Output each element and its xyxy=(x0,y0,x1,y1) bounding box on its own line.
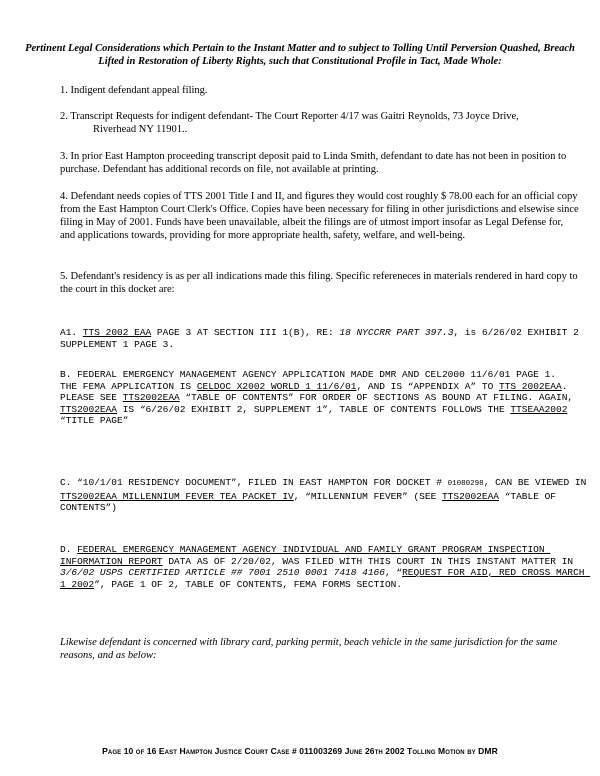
item-2-line-2: Riverhead NY 11901.. xyxy=(93,124,188,135)
item-4: 4. Defendant needs copies of TTS 2001 Title I and II, and figures they would cost roughly $ 78.00 each for an official copy from the East Hampton Court Clerk's Office. Copies have been necessary for filing in other jurisdictions and elsewise since filing in May of 2001. Funds have been unavailable, albeit the filings are of utmost import insofar as Legal Defense for, and applications towards, providing for more appropriate health, safety, welfare, and well-being. xyxy=(60,191,579,241)
a1-reference: TTS 2002 EAA xyxy=(82,327,152,338)
d-tail: ”, PAGE 1 OF 2, TABLE OF CONTENTS, FEMA FORMS SECTION. xyxy=(94,578,403,590)
c-text-2: , CAN BE VIEWED IN xyxy=(483,477,587,488)
a1-regulation: 18 NYCCRR PART 397.3 xyxy=(339,327,454,338)
page-footer: Page 10 of 16 East Hampton Justice Court Case # 011003269 June 26th 2002 Tolling Motion by DMR xyxy=(102,746,498,756)
b-tts-reference-3: TTS2002EAA xyxy=(60,403,118,415)
c-line-1 xyxy=(60,477,590,491)
c-line-2 xyxy=(60,491,590,514)
c-tts-reference: TTS2002EAA xyxy=(441,490,499,502)
item-2-line-1: 2. Transcript Requests for indigent defendant- The Court Reporter 4/17 was Gaitri Reynolds, 73 Joyce Drive, xyxy=(60,111,519,122)
b-line-3-mid-2: IS “6/26/02 EXHIBIT 2, SUPPLEMENT 1”, TABLE OF CONTENTS FOLLOWS THE xyxy=(117,403,511,415)
d-fema-report: FEDERAL EMERGENCY MANAGEMENT AGENCY INDIVIDUAL AND FAMILY GRANT PROGRAM INSPECTION INFORMATION REPORT xyxy=(60,544,551,567)
item-3: 3. In prior East Hampton proceeding transcript deposit paid to Linda Smith, defendant to date has not been in position to purchase. Defendant has additional records on file, not available at printing. xyxy=(60,151,567,175)
b-tts-reference: TTS 2002EAA xyxy=(499,380,562,392)
d-red-cross-request: REQUEST FOR AID, RED CROSS MARCH 1 2002 xyxy=(60,567,591,590)
a1-prefix: A1. xyxy=(60,327,83,338)
c-docket-number: 01080298 xyxy=(447,480,484,488)
c-text-4: “TABLE OF CONTENTS”) xyxy=(60,490,562,513)
item-5: 5. Defendant's residency is as per all indications made this filing. Specific refereneces in materials rendered in hard copy to the court in this docket are: xyxy=(60,271,578,295)
closing-paragraph: Likewise defendant is concerned with library card, parking permit, beach vehicle in the same jurisdiction for the same reasons, and as below: xyxy=(60,637,558,661)
page-heading: Pertinent Legal Considerations which Pertain to the Instant Matter and to subject to Tolling Until Perversion Quashed, Breach Lifted in Restoration of Liberty Rights, such that Constitutional Profile in Tact, Made Whole: xyxy=(25,43,575,67)
section-b xyxy=(60,369,590,427)
a1-tail: , is 6/26/02 EXHIBIT 2 SUPPLEMENT 1 PAGE 3. xyxy=(60,327,585,350)
c-text: C. “10/1/01 RESIDENCY DOCUMENT”, FILED IN EAST HAMPTON FOR DOCKET # xyxy=(60,477,448,488)
d-quote-open: , “ xyxy=(384,567,403,578)
b-tts-reference-2: TTS2002EAA xyxy=(122,392,180,403)
b-line-3-mid: “TABLE OF CONTENTS” FOR ORDER OF SECTIONS AS BOUND AT FILING. AGAIN, xyxy=(179,392,579,403)
item-2 xyxy=(60,110,580,136)
b-line-2-text: THE FEMA APPLICATION IS xyxy=(60,380,197,392)
section-a1 xyxy=(60,327,590,350)
section-d xyxy=(60,544,590,590)
b-celdoc-reference: CELDOC X2002 WORLD 1 11/6/01 xyxy=(196,380,357,392)
b-line-1: B. FEDERAL EMERGENCY MANAGEMENT AGENCY APPLICATION MADE DMR AND CEL2000 11/6/01 PAGE 1. xyxy=(60,369,556,380)
c-packet-reference: TTS2002EAA MILLENNIUM FEVER TEA PACKET IV xyxy=(60,490,294,502)
section-c xyxy=(60,477,590,514)
b-line-2 xyxy=(60,381,590,393)
item-1: 1. Indigent defendant appeal filing. xyxy=(60,85,208,96)
b-line-3-end: “TITLE PAGE” xyxy=(60,403,574,426)
d-certified-article: 3/6/02 USPS CERTIFIED ARTICLE ## 7001 2510 0001 7418 4166 xyxy=(60,567,385,578)
b-tts-reference-4: TTSEAA2002 xyxy=(510,403,568,415)
d-text: DATA AS OF 2/20/02, WAS FILED WITH THIS COURT IN THIS INSTANT MATTER IN xyxy=(162,555,579,567)
b-line-3 xyxy=(60,392,590,427)
a1-text: PAGE 3 AT SECTION III 1(B), RE: xyxy=(151,327,340,338)
b-line-2-end: . xyxy=(561,380,568,392)
b-line-3-text: PLEASE SEE xyxy=(60,392,123,403)
d-prefix: D. xyxy=(60,544,78,555)
c-text-3: , “MILLENNIUM FEVER” (SEE xyxy=(293,490,442,502)
b-line-2-mid: , AND IS “APPENDIX A” TO xyxy=(356,380,499,392)
